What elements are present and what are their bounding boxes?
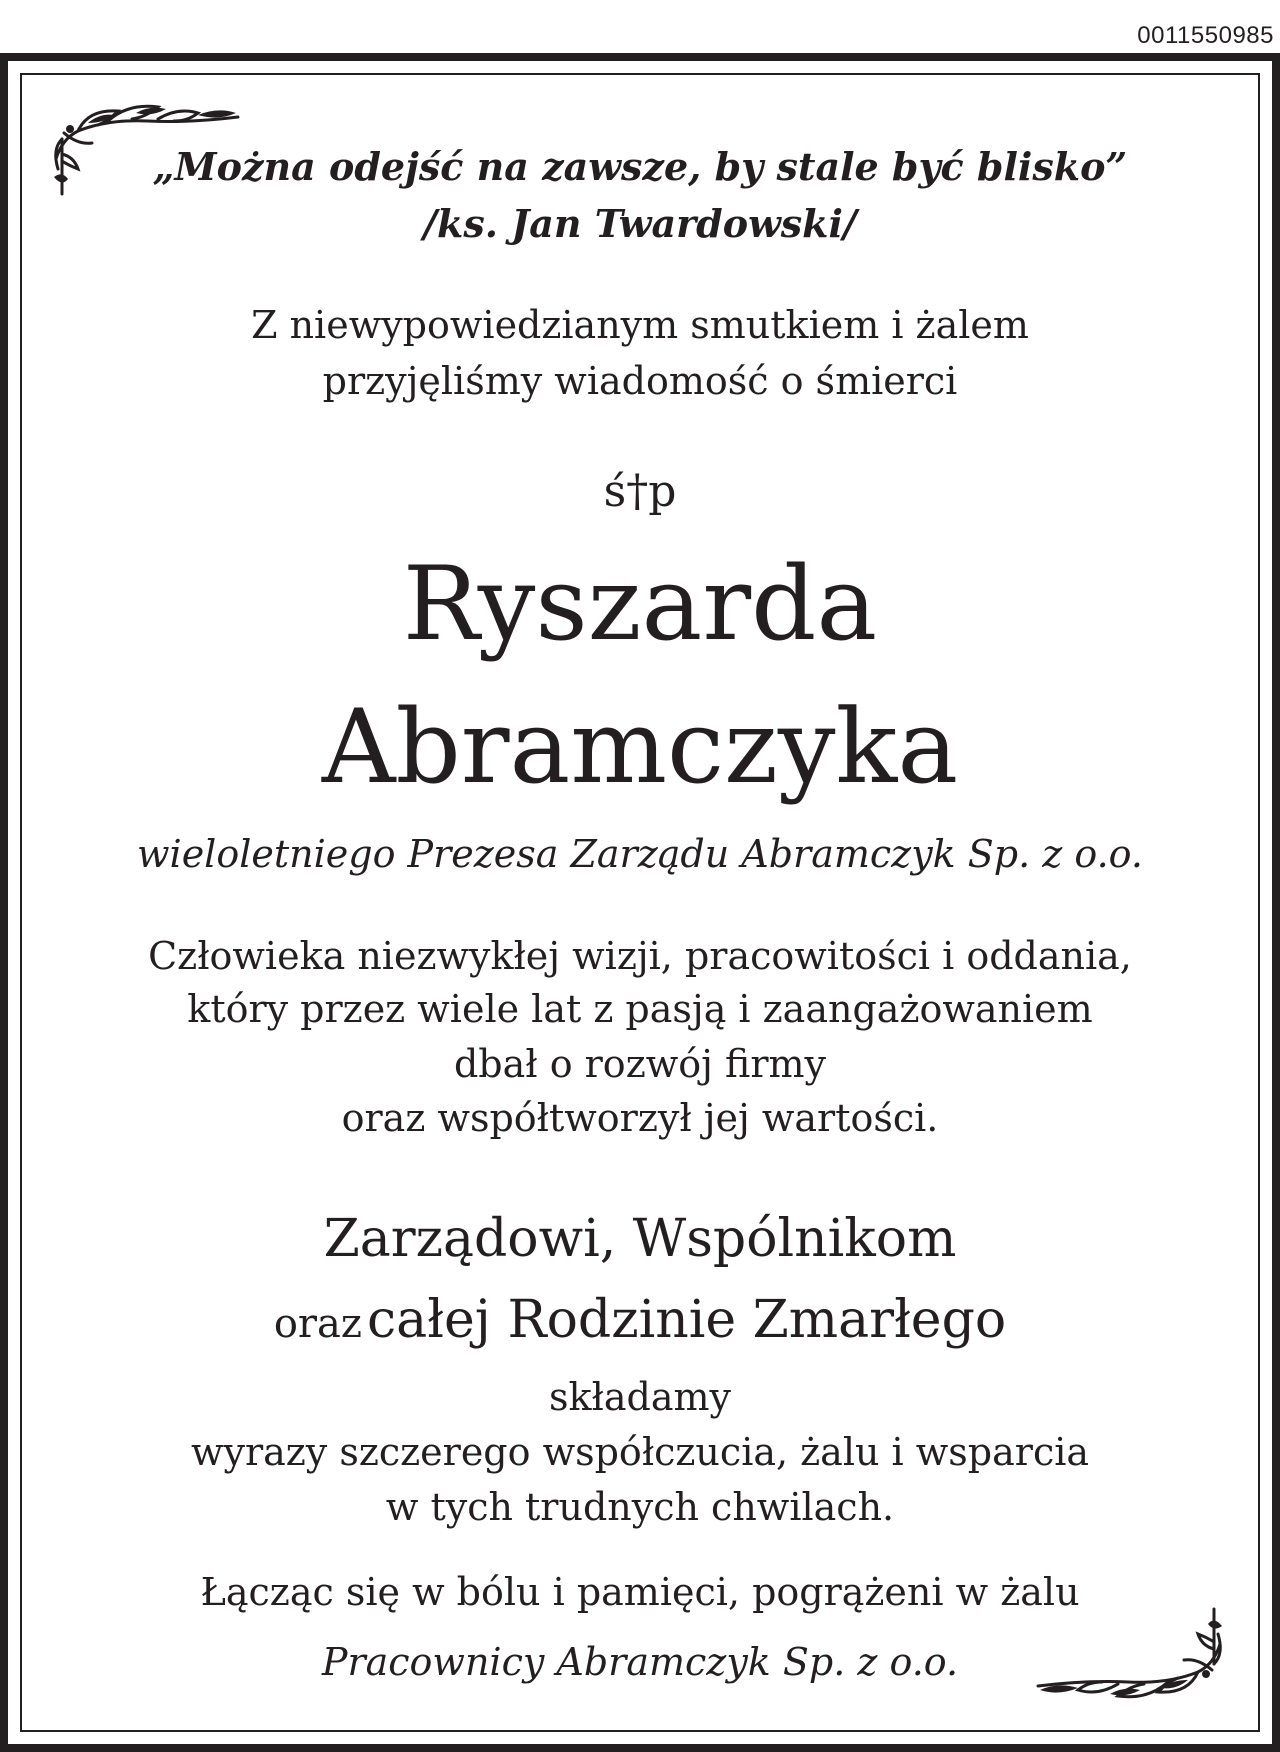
signature: Pracownicy Abramczyk Sp. z o.o. — [321, 1640, 959, 1684]
deceased-last-name: Abramczyka — [321, 688, 959, 807]
tribute-line-2: który przez wiele lat z pasją i zaangażowaniem — [187, 987, 1093, 1031]
tribute-line-4: oraz współtworzył jej wartości. — [341, 1096, 939, 1140]
ad-reference-number: 0011550985 — [1137, 22, 1274, 49]
deceased-role: wieloletniego Prezesa Zarządu Abramczyk Sp. z o.o. — [137, 832, 1143, 876]
tribute-line-3: dbał o rozwój firmy — [453, 1042, 826, 1086]
condolence-line-1: składamy — [549, 1375, 731, 1419]
intro-line-1: Z niewypowiedzianym smutkiem i żalem — [251, 303, 1029, 347]
honorific: ś†p — [603, 466, 677, 517]
addressees-main: całej Rodzinie Zmarłego — [367, 1290, 1007, 1350]
deceased-first-name: Ryszarda — [402, 545, 878, 664]
condolence-line-2: wyrazy szczerego współczucia, żalu i wsparcia — [190, 1430, 1090, 1474]
closing-line: Łącząc się w bólu i pamięci, pogrążeni w żalu — [200, 1570, 1080, 1614]
intro-line-2: przyjęliśmy wiadomość o śmierci — [322, 359, 958, 403]
addressees-line-2 — [0, 1290, 1280, 1350]
condolence-line-3: w tych trudnych chwilach. — [385, 1485, 895, 1529]
motto-author: /ks. Jan Twardowski/ — [423, 201, 857, 246]
tribute-line-1: Człowieka niezwykłej wizji, pracowitości i oddania, — [148, 934, 1132, 978]
addressees-prefix: oraz — [273, 1301, 362, 1347]
motto-quote: „Można odejść na zawsze, by stale być blisko” — [152, 144, 1128, 189]
addressees-line-1: Zarządowi, Wspólnikom — [323, 1209, 957, 1269]
